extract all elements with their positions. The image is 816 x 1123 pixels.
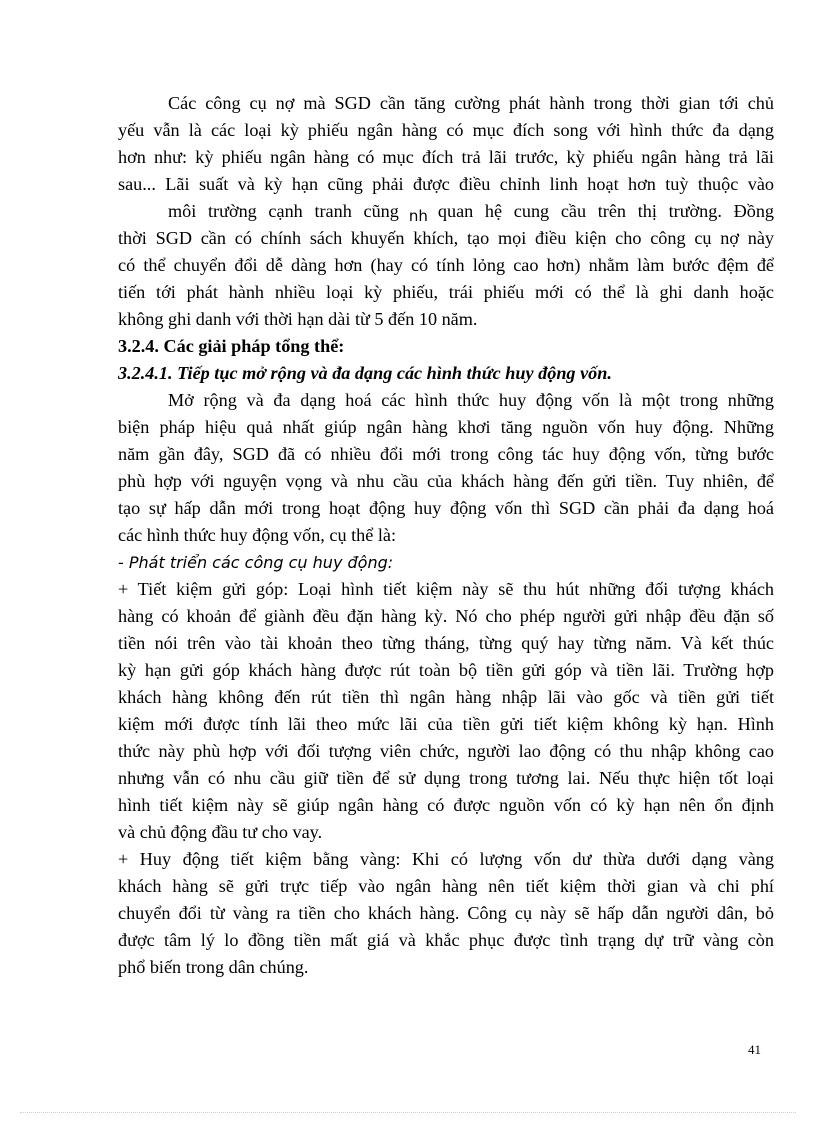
text-line: hơn như: kỳ phiếu ngân hàng có mục đích trả lãi trước, kỳ phiếu ngân hàng trả lãi <box>118 147 774 167</box>
text-segment: môi trường cạnh tranh cũng <box>168 201 399 221</box>
text-line: khách hàng không đến rút tiền thì ngân hàng nhập lãi vào gốc và tiền gửi tiết <box>118 687 774 707</box>
text-line: sau... Lãi suất và kỳ hạn cũng phải được điều chỉnh linh hoạt hơn tuỳ thuộc vào <box>118 174 774 194</box>
text-line: và chủ động đầu tư cho vay. <box>118 822 323 842</box>
text-line: không ghi danh với thời hạn dài từ 5 đến 10 năm. <box>118 309 478 329</box>
text-line: có thể chuyển đổi dễ dàng hơn (hay có tính lỏng cao hơn) nhằm làm bước đệm để <box>118 255 774 275</box>
text-line: khách hàng sẽ gửi trực tiếp vào ngân hàng nên tiết kiệm thời gian và chi phí <box>118 876 774 896</box>
text-line: nhưng vẫn có nhu cầu giữ tiền để sử dụng trong tương lai. Nếu thực hiện tốt loại <box>118 768 774 788</box>
text-line: năm gần đây, SGD đã có nhiều đổi mới trong công tác huy động vốn, từng bước <box>118 444 774 464</box>
text-line: Các công cụ nợ mà SGD cần tăng cường phát hành trong thời gian tới chủ <box>168 93 774 113</box>
text-line: được tâm lý lo đồng tiền mất giá và khắc phục được tình trạng dự trữ vàng còn <box>118 930 774 950</box>
text-line <box>168 198 774 226</box>
text-line: thời SGD cần có chính sách khuyến khích, tạo mọi điều kiện cho công cụ nợ này <box>118 228 774 248</box>
text-line: thức này phù hợp với đối tượng viên chức, người lao động có thu nhập không cao <box>118 741 774 761</box>
text-line: yếu vẫn là các loại kỳ phiếu ngân hàng có mục đích song với hình thức đa dạng <box>118 120 774 140</box>
text-line: các hình thức huy động vốn, cụ thể là: <box>118 525 397 545</box>
text-line: tiến tới phát hành nhiều loại kỳ phiếu, trái phiếu mới có thể là ghi danh hoặc <box>118 282 774 302</box>
page-number: 41 <box>748 1042 761 1057</box>
page-bottom-rule <box>20 1112 796 1113</box>
text-line: chuyển đổi từ vàng ra tiền cho khách hàng. Công cụ này sẽ hấp dẫn người dân, bỏ <box>118 903 774 923</box>
text-line: + Huy động tiết kiệm bằng vàng: Khi có lượng vốn dư thừa dưới dạng vàng <box>118 849 774 869</box>
text-line: tạo sự hấp dẫn mới trong hoạt động huy động vốn thì SGD cần phải đa dạng hoá <box>118 498 774 518</box>
section-heading: 3.2.4. Các giải pháp tổng thể: <box>118 336 345 356</box>
text-line: kỳ hạn gửi góp khách hàng được rút toàn bộ tiền gửi góp và tiền lãi. Trường hợp <box>118 660 774 680</box>
subsection-heading: 3.2.4.1. Tiếp tục mở rộng và đa dạng các hình thức huy động vốn. <box>118 363 612 383</box>
text-line: Mở rộng và đa dạng hoá các hình thức huy động vốn là một trong những <box>168 390 774 410</box>
text-line: phổ biến trong dân chúng. <box>118 957 309 977</box>
text-line: hình tiết kiệm này sẽ giúp ngân hàng có được nguồn vốn có kỳ hạn nên ổn định <box>118 795 774 815</box>
text-segment: quan hệ cung cầu trên thị trường. Đồng <box>437 201 775 221</box>
stray-fragment: nh <box>408 207 428 225</box>
text-line: kiệm mới được tính lãi theo mức lãi của tiền gửi tiết kiệm không kỳ hạn. Hình <box>118 714 774 734</box>
text-line: tiền nói trên vào tài khoản theo từng tháng, từng quý hay từng năm. Và kết thúc <box>118 633 774 653</box>
text-line: hàng có khoản để giành đều đặn hàng kỳ. Nó cho phép người gửi nhập đều đặn số <box>118 606 774 626</box>
text-line: biện pháp hiệu quả nhất giúp ngân hàng khơi tăng nguồn vốn huy động. Những <box>118 417 774 437</box>
list-subheading: - Phát triển các công cụ huy động: <box>118 553 394 572</box>
text-line: + Tiết kiệm gửi góp: Loại hình tiết kiệm này sẽ thu hút những đối tượng khách <box>118 579 774 599</box>
text-line: phù hợp với nguyện vọng và nhu cầu của khách hàng đến gửi tiền. Tuy nhiên, để <box>118 471 774 491</box>
